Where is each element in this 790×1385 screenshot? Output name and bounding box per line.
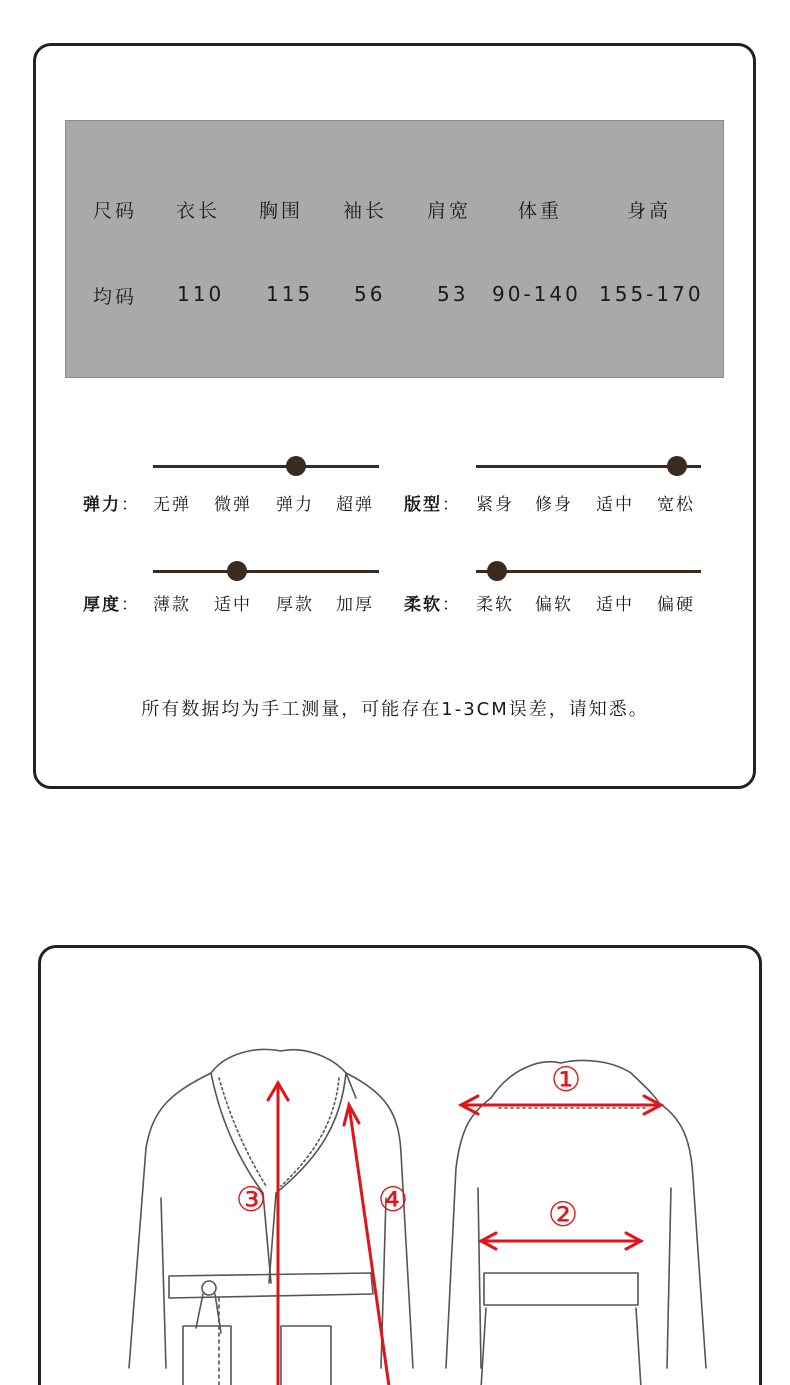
value-sleeve: 56 [354, 282, 386, 306]
header-size: 尺码 [93, 200, 138, 222]
marker-2: ② [547, 1195, 579, 1235]
thickness-option: 厚款 [276, 595, 314, 615]
softness-option: 偏硬 [657, 595, 695, 615]
softness-option: 偏软 [535, 595, 573, 615]
robe-diagram [41, 948, 762, 1385]
fit-label: 版型： [404, 495, 461, 515]
marker-1: ① [550, 1060, 582, 1100]
value-shoulder: 53 [437, 282, 469, 306]
elasticity-option: 无弹 [153, 495, 191, 515]
elasticity-scale-line [153, 465, 379, 468]
size-table [65, 120, 724, 378]
fit-option: 修身 [535, 495, 573, 515]
marker-4: ④ [377, 1180, 409, 1220]
marker-3: ③ [235, 1180, 267, 1220]
thickness-scale-line [153, 570, 379, 573]
thickness-option: 薄款 [153, 595, 191, 615]
value-height: 155-170 [599, 282, 704, 306]
softness-option: 柔软 [476, 595, 514, 615]
thickness-label: 厚度： [83, 595, 140, 615]
thickness-option: 加厚 [336, 595, 374, 615]
sleeve-arrow [349, 1105, 389, 1385]
header-sleeve: 袖长 [343, 200, 388, 222]
elasticity-option: 微弹 [214, 495, 252, 515]
fit-indicator [667, 456, 687, 476]
header-chest: 胸围 [259, 200, 304, 222]
measurement-note: 所有数据均为手工测量，可能存在1-3CM误差，请知悉。 [141, 699, 649, 720]
header-weight: 体重 [518, 200, 563, 222]
thickness-option: 适中 [214, 595, 252, 615]
elasticity-label: 弹力： [83, 495, 140, 515]
softness-label: 柔软： [404, 595, 461, 615]
fit-option: 宽松 [657, 495, 695, 515]
fit-option: 紧身 [476, 495, 514, 515]
value-weight: 90-140 [492, 282, 581, 306]
header-length: 衣长 [176, 200, 221, 222]
elasticity-indicator [286, 456, 306, 476]
fit-option: 适中 [596, 495, 634, 515]
softness-indicator [487, 561, 507, 581]
header-shoulder: 肩宽 [427, 200, 472, 222]
softness-option: 适中 [596, 595, 634, 615]
value-length: 110 [177, 282, 225, 306]
header-height: 身高 [627, 200, 672, 222]
value-size: 均码 [93, 286, 138, 308]
elasticity-option: 超弹 [336, 495, 374, 515]
elasticity-option: 弹力 [276, 495, 314, 515]
value-chest: 115 [266, 282, 314, 306]
thickness-indicator [227, 561, 247, 581]
softness-scale-line [476, 570, 701, 573]
measurement-diagram-card [38, 945, 762, 1385]
robe-front-illustration [129, 1049, 413, 1385]
